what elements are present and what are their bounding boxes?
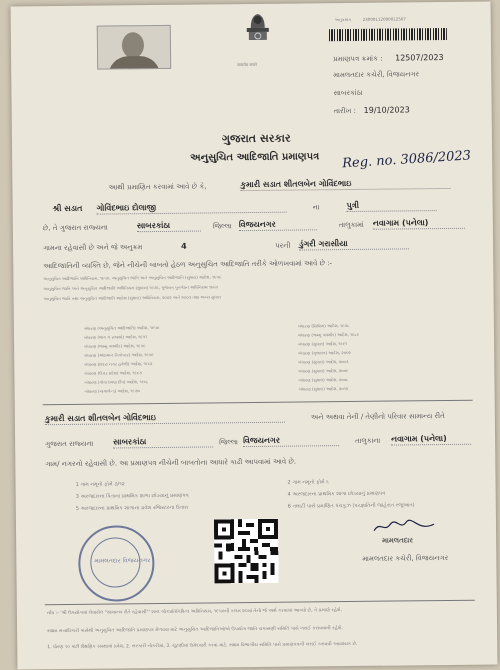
- document-item: 6 તલાટી પાસે પ્રમાણિત પંચકૂઝ (પરજ્ઞાતિની જાહેરાત રજૂઆત): [287, 502, 415, 510]
- relation-suffix: ના: [312, 203, 320, 212]
- ashoka-emblem-icon: [237, 10, 280, 60]
- seal-text: મામલતદાર વિજયનગર: [94, 557, 151, 565]
- official-seal: [78, 525, 155, 602]
- certificate-no: 12507/2023: [395, 52, 444, 63]
- residence-prefix: ગુજરાત રાજ્યના: [45, 439, 94, 449]
- certificate-title: અનુસુચિત આદિજાતિ પ્રમાણપત્ર: [190, 151, 320, 164]
- order-right: બંધારણ (સિક્કિમ) આદેશ, ૧૯૭૮: [297, 323, 350, 329]
- serial-no: 4: [181, 241, 187, 251]
- order-left: બંધારણ (નાગાલેન્ડ) આદેશ, ૧૯૭૦: [84, 388, 140, 394]
- serial-value: 23000112000012507: [362, 16, 406, 22]
- village-name: નવાગામ (પનેલા): [373, 218, 465, 230]
- intro-text: આથી પ્રમાણિત કરવામાં આવે છે કે,: [108, 182, 207, 192]
- tribe-sentence: આદિજાતિની વ્યક્તિ છે, જેને નીચેની બાબતો હેઠળ અનુસુચિત આદિજાતિ તરીકે ઓળખવામાં આવે છે :-: [43, 259, 333, 271]
- footer-note: નોંધ :- 'શ્રી ઉપયોગમાં લેવાયેલ "સામાન્ય રીતે રહેવાસી"' શબ્દ લોકપ્રતિનિધિત્વ અધિનિયમ, ૧૯૫૦ની કલમ ૨૦માં તેનો જે અર્થ કરવામાં આવ્યો છે, તે પ્રમાણે રહેશે.: [46, 608, 343, 617]
- footer-item: 1. ધોરણ ૧૦ પછી શૈક્ષણિક સંસ્થામાં પ્રવેશ, 2. સરકારી નોકરીમાં, 3. ચૂંટણીમાં ઉમેદવારી કરવા માટે, સક્ષમ વિભાગીય સમિતિ પાસે પ્રમાણપત્રની ખરાઈ કરાવવી આવશ્યક છે.: [47, 641, 358, 651]
- order-right: બંધારણ (ગુજરાત) આદેશ, ૨૦૦૨: [298, 349, 351, 356]
- applicant-name-repeat: કુમારી સડાત શીતલબેન ગોવિંદભાઇ: [45, 412, 285, 426]
- order-fine-line: અનુસુચિત જાતિ તથા અનુસુચિત આદિજાતિ આદેશ (સુધારા) અધિનિયમ, ૨૦૦૨ અને ૨૦૦૩ તથા અન્ય સુધારા: [43, 294, 221, 302]
- emblem-motto: सत्यमेव जयते: [237, 61, 257, 68]
- residence-taluka: વિજયનગર: [243, 435, 339, 447]
- order-left: બંધારણ (ઉત્તર પ્રદેશ) આદેશ, ૧૯૬૭: [84, 370, 142, 376]
- village-ref: ગામના રહેવાસી છે અને જે અનુક્રમ: [43, 243, 143, 253]
- district-label: જિલ્લા: [212, 222, 232, 231]
- basis-text: ગામ/ નગરનો રહેવાસી છે. આ પ્રમાણપત્ર નીચેની બાબતોના આધારે કાઢી આપવામાં આવે છે.: [45, 457, 297, 469]
- document-item: 1 ગામ નમૂનો ફોર્મ ૭/૧૨: [75, 481, 125, 488]
- issue-date: 19/10/2023: [363, 105, 410, 115]
- taluka-label: તાલુકામાં: [338, 220, 364, 230]
- date-label: તારીખ :: [333, 106, 357, 116]
- government-title: ગુજરાત સરકાર: [221, 131, 291, 146]
- document-item: 4 અરજદારના પ્રાથમિક શાળા છોડયાનું પ્રમાણપત્ર: [287, 490, 386, 498]
- document-item: 5 અરજદારના પ્રાથમિક શાળાના પ્રવેશ રજિસ્ટરના ઉતારા: [75, 504, 189, 512]
- signature-mark: [372, 518, 436, 535]
- order-right: બંધારણ (સુધારા) આદેશ, ૨૦૧૨: [298, 386, 349, 392]
- office-header: મામલતદાર કચેરી, વિજયનગર: [333, 70, 420, 80]
- applicant-name: કુમારી સડાત શીતલબેન ગોવિંદભાઇ: [240, 178, 450, 191]
- certificate-page: [11, 2, 498, 670]
- state-prefix: છે, તે ગુજરાત રાજ્યના: [42, 223, 108, 233]
- order-left: બંધારણ (ભાગ ગ રાજ્યો) આદેશ, ૧૯૫૧: [83, 334, 148, 340]
- section-divider: [43, 400, 473, 406]
- order-right: બંધારણ (સુધારા) આદેશ, ૨૦૦૮: [298, 377, 349, 383]
- residence-district: સાબરકાંઠા: [113, 436, 213, 448]
- residence-district-label: જિલ્લા: [219, 438, 239, 447]
- order-right: બંધારણ (સુધારા) આદેશ, ૨૦૦૩: [298, 359, 349, 365]
- order-fine-line: અનુસુચિત જાતિ અને અનુસુચિત આદિજાતિ અધિનિયમ (સુધારા) ૧૯૭૬, ગુજરાત પુનર્ગઠન અધિનિયમ ૧૯૬૦: [43, 284, 218, 292]
- family-text: અને અથવા તેની / તેણીનો પરિવાર સામાન્ય રીતે: [310, 412, 445, 422]
- caste-label: પરની: [275, 241, 291, 250]
- certificate-no-label: પ્રમાણપત્ર ક્રમાંક :: [333, 54, 383, 64]
- caste: ડુંગરી ગરાસીયા: [299, 238, 409, 250]
- document-item: 2 ગામ નમૂનો ફોર્મ ૬: [287, 479, 329, 486]
- residence-village: નવાગામ (પનેલા): [391, 434, 471, 446]
- order-right: બંધારણ (સુધારા) આદેશ, ૨૦૦૬: [298, 368, 349, 374]
- order-left: બંધારણ (જમ્મુ કાશ્મીર) આદેશ, ૧૯૫૬: [84, 343, 146, 349]
- order-fine-line: અનુસુચિત આદિજાતિ અધિનિયમ, ૧૯૫૦, અનુસુચિત જાતિ અને અનુસુચિત આદિજાતિ (સુધારા) આદેશ, ૧૯૫૬: [43, 274, 222, 282]
- serial-label: અનુક્રમાંક: [334, 16, 352, 23]
- district-name: વિજયનગર: [239, 219, 317, 231]
- state-district: સાબરકાંઠા: [137, 221, 201, 233]
- footer-validity: સક્ષમ સત્તાધિકારી પાસેથી અનુસુચિત આદિજાતિ પ્રમાણપત્ર મેળવવા માટે અનુસુચિત આદિજાતિઓએ ઉપયોગ જાતિ ચકાસણી સમિતિ પાસે ખરાઈ કરાવવાની રહેશે.: [47, 626, 343, 635]
- signatory-title: મામલતદાર: [382, 536, 413, 545]
- registration-handwritten: Reg. no. 3086/2023: [341, 148, 472, 172]
- district-header: સાબરકાંઠા: [333, 88, 363, 98]
- order-right: બંધારણ (સુધારા) આદેશ, ૧૯૯૧: [298, 341, 348, 347]
- order-right: બંધારણ (જમ્મુ કાશ્મીર) આદેશ, ૧૯૮૯: [297, 331, 360, 338]
- document-item: 3 અરજદારના પિતાના પ્રાથમિક શાળા છોડયાનું પ્રમાણપત્ર: [75, 492, 189, 500]
- applicant-photo: [97, 25, 171, 70]
- qr-code-icon: [214, 519, 279, 584]
- order-left: બંધારણ (દાદરા નગર હવેલી) આદેશ, ૧૯૬૨: [84, 361, 153, 367]
- order-left: બંધારણ (ગોવા દમણ દીવ) આદેશ, ૧૯૬૮: [84, 379, 149, 385]
- signatory-office: મામલતદાર કચેરી, વિજયનગર: [362, 553, 449, 563]
- relation-prefix: શ્રી સડાત: [52, 203, 83, 214]
- residence-taluka-label: તાલુકાના: [355, 436, 381, 445]
- relation: પુત્રી: [347, 200, 437, 212]
- father-name: ગોવિંદભાઇ દોલાજી: [97, 202, 287, 215]
- barcode: [329, 28, 447, 41]
- order-left: બંધારણ (અંદામાન નિકોબાર) આદેશ, ૧૯૫૯: [84, 352, 154, 358]
- order-left: બંધારણ (અનુસુચિત આદિજાતિ) આદેશ, ૧૯૫૦: [83, 324, 160, 331]
